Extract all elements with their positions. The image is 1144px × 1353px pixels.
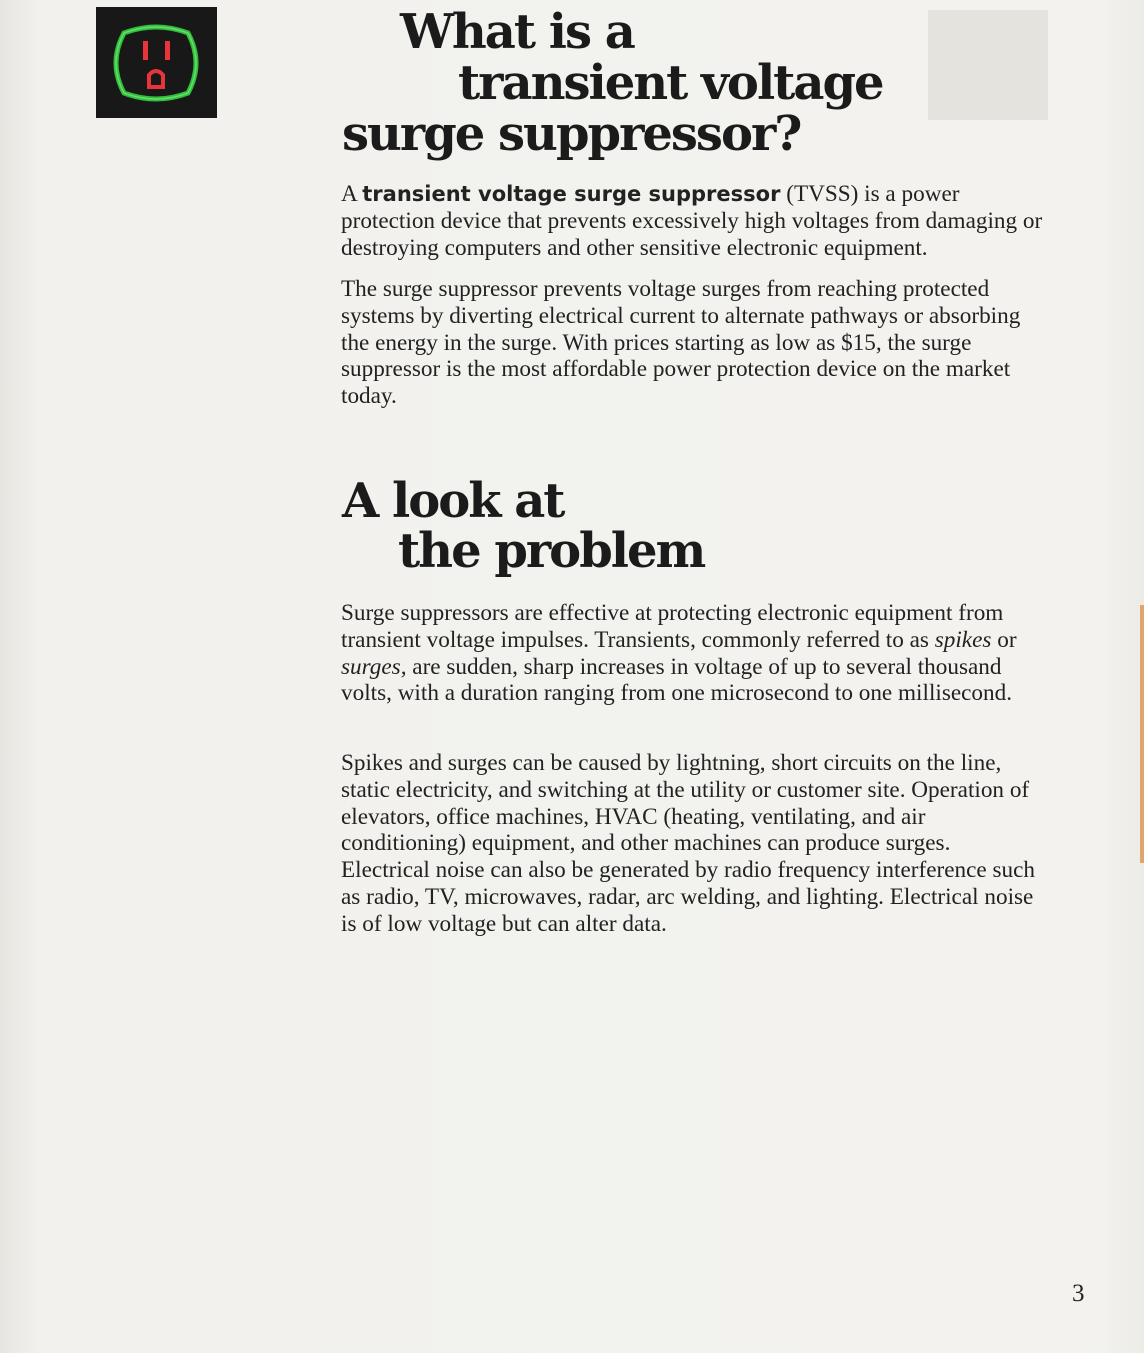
- term-spikes: spikes: [934, 626, 992, 653]
- term-surges: surges,: [341, 653, 407, 680]
- page-edge-tab: [1140, 605, 1144, 863]
- power-outlet-icon: [96, 7, 217, 118]
- bleed-through-image: [928, 10, 1048, 120]
- intro-paragraph-2: The surge suppressor prevents voltage surges from reaching protected systems by diverting electrical current to alternate pathways or absorbing the energy in the surge. With prices starting as low as $15, the surge suppressor is the most affordable power protection device on the market today.: [341, 276, 1021, 410]
- p3-part-b: or: [991, 626, 1017, 653]
- title-line-1: What is a: [400, 4, 634, 60]
- section-heading-line-2: the problem: [398, 523, 705, 579]
- title-line-3: surge suppressor?: [342, 106, 801, 162]
- page-number: 3: [1072, 1280, 1085, 1307]
- intro-paragraph-1: [341, 181, 1043, 261]
- p3-part-c: are sudden, sharp increases in voltage of up to several thousand volts, with a duration ranging from one microsecond to one millisecond.: [341, 653, 1013, 707]
- p3-part-a: Surge suppressors are effective at protecting electronic equipment from transient voltage impulses. Transients, commonly referred to as: [341, 600, 1004, 653]
- outlet-icon-box: [96, 7, 217, 118]
- p1-rest: (TVSS) is a power protection device that prevents excessively high voltages from damaging or destroying computers and other sensitive electronic equipment.: [341, 181, 1043, 261]
- title-line-2: transient voltage: [458, 55, 883, 111]
- p1-prefix: A: [341, 181, 363, 207]
- problem-paragraph-1: [341, 600, 1043, 707]
- problem-paragraph-2: Spikes and surges can be caused by lightning, short circuits on the line, static electricity, and switching at the utility or customer site. Operation of elevators, office machines, HVAC (heating, ventilating, and air conditioning) equipment, and other machines can produce surges. Electrical noise can also be generated by radio frequency interference such as radio, TV, microwaves, radar, arc welding, and lighting. Electrical noise is of low voltage but can alter data.: [341, 750, 1035, 937]
- term-tvss: transient voltage surge suppressor: [362, 182, 781, 206]
- section-heading-line-1: A look at: [342, 473, 564, 529]
